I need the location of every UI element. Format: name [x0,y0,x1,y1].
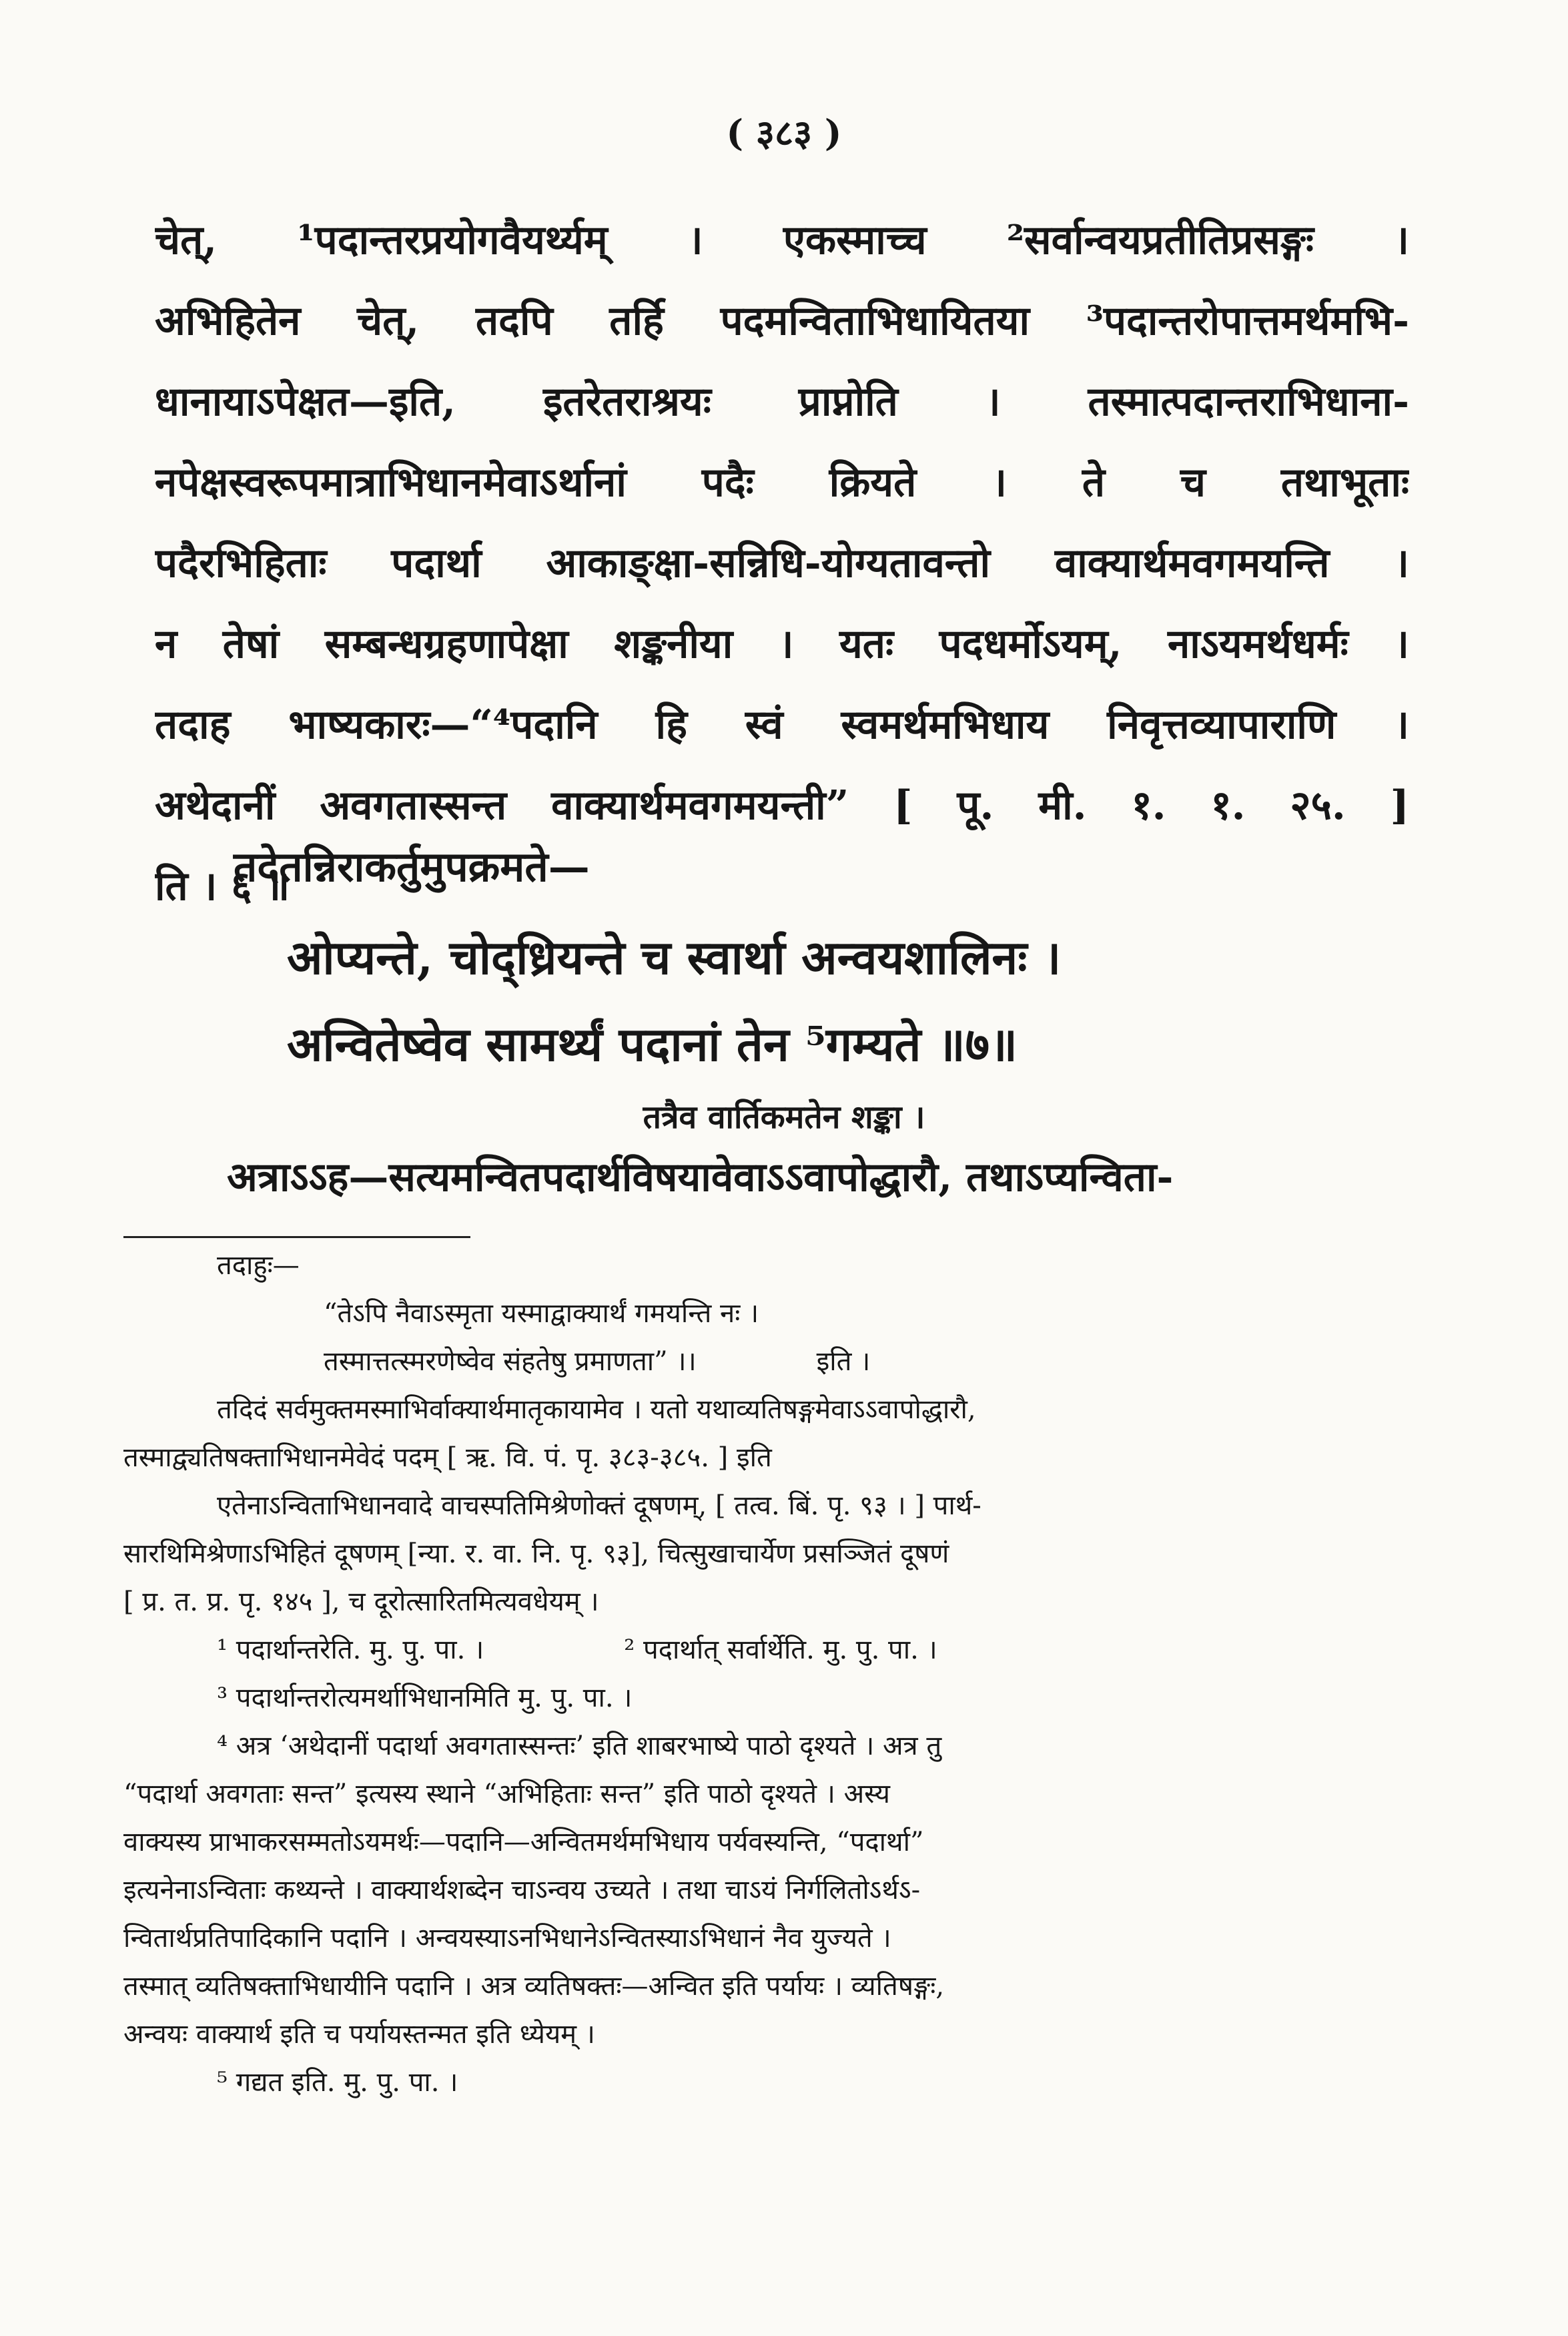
footnote-separator [123,1236,470,1238]
main-line: चेत्, ¹पदान्तरप्रयोगवैयर्थ्यम् । एकस्माच्च ²सर्वान्वयप्रतीतिप्रसङ्गः । [155,217,1409,264]
footnote-line: तस्माद्व्यतिषक्ताभिधानमेवेदं पदम् [ ऋ. वि. पं. पृ. ३८३-३८५. ] इति [123,1442,772,1473]
footnote-line: सारथिमिश्रेणाऽभिहितं दूषणम् [न्या. र. वा. नि. पृ. ९३], चित्सुखाचार्येण प्रसञ्जितं दूषणं [123,1538,949,1569]
subheading: तत्रैव वार्तिकमतेन शङ्का । [643,1099,925,1136]
footnote-3: ³ पदार्थान्तरोत्यमर्थाभिधानमिति मु. पु. पा. । [217,1683,633,1713]
verse-line: ओप्यन्ते, चोद्‌ध्रियन्ते च स्वार्था अन्वयशालिनः । [287,930,1062,985]
main-line: अभिहितेन चेत्, तदपि तर्हि पदमन्विताभिधायितया ³पदान्तरोपात्तमर्थमभि- [155,298,1409,344]
footnote-1: ¹ पदार्थान्तरेति. मु. पु. पा. । [217,1635,484,1665]
footnote-quote-part: इति । [816,1346,871,1377]
main-line: पदैरभिहिताः पदार्था आकाङ्क्षा-सन्निधि-योग्यतावन्तो वाक्यार्थमवगमयन्ति । [155,540,1409,587]
footnote-5: ⁵ गद्यत इति. मु. पु. पा. । [217,2067,458,2098]
main-line: नपेक्षस्वरूपमात्राभिधानमेवाऽर्थानां पदैः क्रियते । ते च तथाभूताः [155,459,1409,506]
footnote-4: “पदार्था अवगताः सन्त” इत्यस्य स्थाने “अभिहिताः सन्त” इति पाठो दृश्यते । अस्य [123,1779,890,1809]
main-line: अत्राऽऽह—सत्यमन्वितपदार्थविषयावेवाऽऽवापोद्धारौ, तथाऽप्यन्विता- [227,1154,1174,1201]
footnote-line: तदिदं सर्वमुक्तमस्माभिर्वाक्यार्थमातृकायामेव । यतो यथाव्यतिषङ्गमेवाऽऽवापोद्धारौ, [217,1394,976,1425]
footnote-line: [ प्र. त. प्र. पृ. १४५ ], च दूरोत्सारितमित्यवधेयम् । [123,1586,599,1617]
verse-line: अन्वितेष्वेव सामर्थ्यं पदानां तेन ⁵गम्यते ॥७॥ [287,1016,1018,1072]
main-line: ति । ६ ॥ [155,863,290,910]
footnote-4: तस्मात् व्यतिषक्ताभिधायीनि पदानि । अत्र व्यतिषक्तः—अन्वित इति पर्यायः । व्यतिषङ्गः, [123,1971,945,2002]
footnote-4: न्वितार्थप्रतिपादिकानि पदानि । अन्वयस्याऽनभिधानेऽन्वितस्याऽभिधानं नैव युज्यते । [123,1923,891,1954]
verse-block [287,914,1061,1088]
footnote-line [123,1626,1405,1674]
footnote-4: वाक्यस्य प्राभाकरसम्मतोऽयमर्थः—पदानि—अन्वितमर्थमभिधाय पर्यवस्यन्ति, “पदार्था” [123,1827,924,1857]
main-line: न तेषां सम्बन्धग्रहणापेक्षा शङ्कनीया । यतः पदधर्मोऽयम्, नाऽयमर्थधर्मः । [155,621,1409,667]
intro-line: तदेतन्निराकर्तुमुपक्रमते— [234,842,590,891]
footnote-4: इत्यनेनाऽन्विताः कथ्यन्ते । वाक्यार्थशब्देन चाऽन्वय उच्यते । तथा चाऽयं निर्गलितोऽर्थऽ- [123,1875,921,1906]
main-text [155,200,1409,927]
footnote-4: अन्वयः वाक्यार्थ इति च पर्यायस्तन्मत इति ध्येयम् । [123,2019,595,2050]
main-line: धानायाऽपेक्षत—इति, इतरेतराश्रयः प्राप्नोति । तस्मात्पदान्तराभिधाना- [155,378,1409,425]
footnote-line: एतेनाऽन्विताभिधानवादे वाचस्पतिमिश्रेणोक्तं दूषणम्, [ तत्व. बिं. पृ. ९३ । ] पार्थ- [217,1490,982,1521]
footnote-quote: “तेऽपि नैवाऽस्मृता यस्माद्वाक्यार्थं गमयन्ति नः । [324,1298,759,1329]
footnote-2: ² पदार्थात् सर्वार्थेति. मु. पु. पा. । [624,1635,937,1665]
footnote-4: ⁴ अत्र ‘अथेदानीं पदार्था अवगतास्सन्तः’ इति शाबरभाष्ये पाठो दृश्यते । अत्र तु [217,1731,942,1761]
footnotes [123,1241,1405,2106]
footnote-line: तदाहुः— [217,1250,300,1281]
page-number: ( ३८३ ) [726,111,842,154]
footnote-quote [123,1338,1405,1386]
footnote-quote-part: तस्मात्तत्स्मरणेष्वेव संहतेषु प्रमाणता” ।। [324,1346,697,1377]
main-line: तदाह भाष्यकारः—“⁴पदानि हि स्वं स्वमर्थमभिधाय निवृत्तव्यापाराणि । [155,701,1409,748]
main-line: अथेदानीं अवगतास्सन्त वाक्यार्थमवगमयन्ती” [ पू. मी. १. १. २५. ] [155,782,1409,829]
